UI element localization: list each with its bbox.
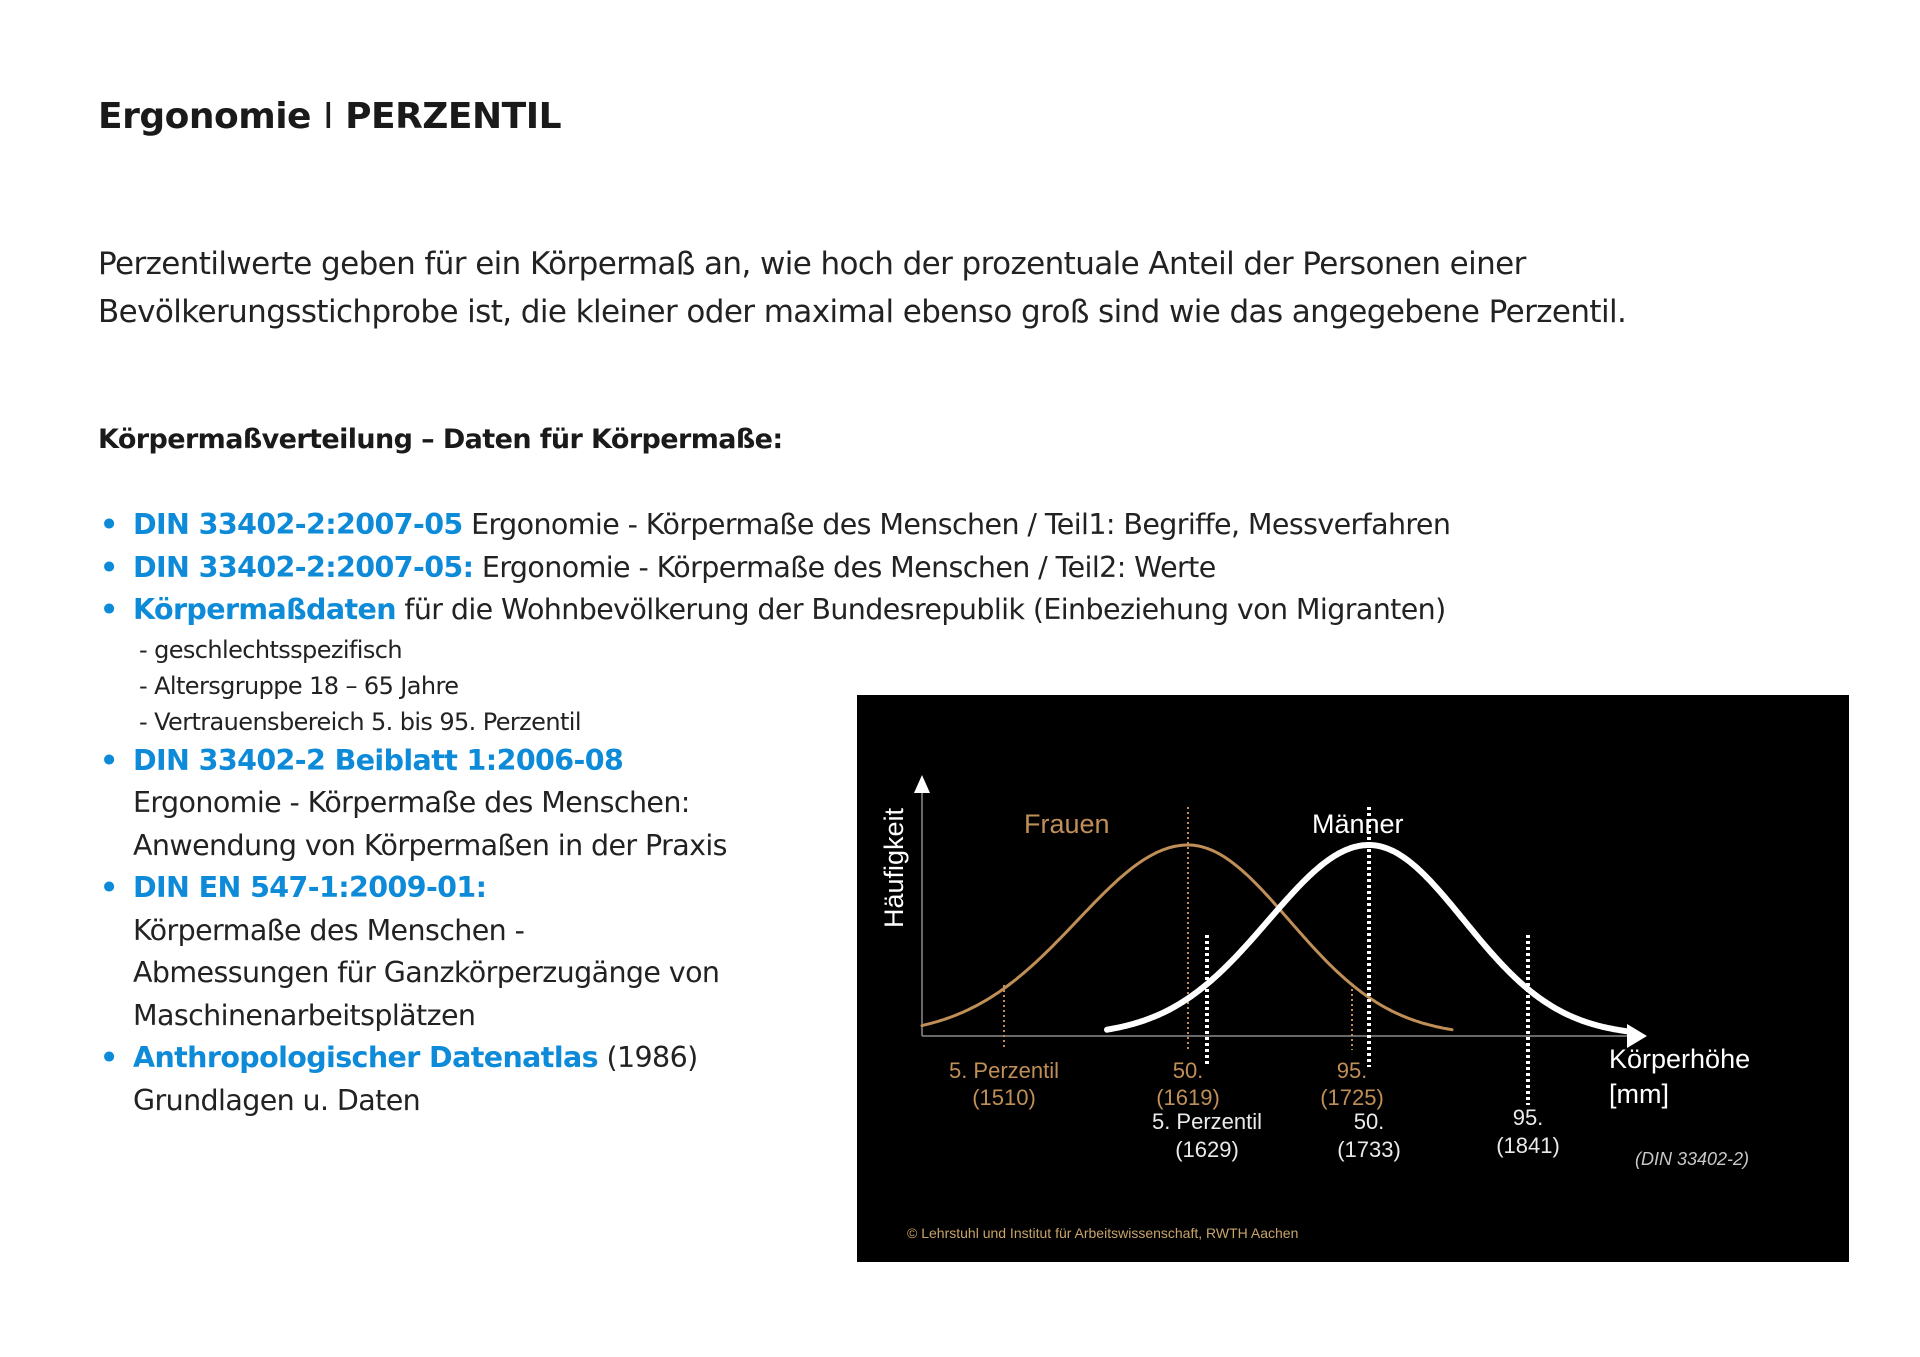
list-item-line: Abmessungen für Ganzkörperzugänge von (133, 956, 720, 989)
percentile-value: (1733) (1337, 1137, 1401, 1162)
title-topic: Ergonomie (98, 96, 311, 137)
chart-svg (857, 695, 1849, 1262)
list-item-key: Anthropologischer Datenatlas (133, 1041, 599, 1074)
list-item-line: Ergonomie - Körpermaße des Menschen: (133, 786, 690, 819)
percentile-label: 50. (1353, 1109, 1385, 1134)
copyright: © Lehrstuhl und Institut für Arbeitswissenschaft, RWTH Aachen (907, 1225, 1299, 1241)
percentile-value: (1510) (972, 1085, 1036, 1110)
page-title (98, 96, 561, 137)
percentile-value: (1619) (1156, 1085, 1220, 1110)
y-axis-label: Häufigkeit (879, 807, 909, 928)
percentile-label: 95. (1336, 1058, 1368, 1083)
bullet-icon: • (100, 871, 118, 904)
list-subitem: - Vertrauensbereich 5. bis 95. Perzentil (139, 707, 581, 736)
bullet-icon: • (100, 1041, 118, 1074)
percentile-value: (1725) (1320, 1085, 1384, 1110)
list-item-key: Körpermaßdaten (133, 593, 396, 626)
list-item-line: Grundlagen u. Daten (133, 1083, 421, 1117)
section-heading: Körpermaßverteilung – Daten für Körpermaße: (98, 424, 783, 455)
list-subitem: - Altersgruppe 18 – 65 Jahre (139, 671, 459, 700)
series-women (922, 807, 1452, 1110)
bullet-icon: • (100, 593, 118, 626)
percentile-value: (1629) (1175, 1137, 1239, 1162)
list-item-line: Körpermaße des Menschen - (133, 913, 525, 947)
list-item-key: DIN EN 547-1:2009-01: (133, 871, 487, 904)
percentile-value: (1841) (1496, 1133, 1560, 1158)
list-subitem: - geschlechtsspezifisch (139, 635, 402, 664)
legend-women: Frauen (1024, 809, 1110, 839)
bullet-icon: • (100, 550, 118, 584)
series-men (1107, 807, 1647, 1162)
title-subject: PERZENTIL (345, 96, 562, 137)
bullet-icon: • (100, 743, 118, 777)
intro-paragraph: Perzentilwerte geben für ein Körpermaß an, wie hoch der prozentuale Anteil der Personen einer Bevölkerungsstichprobe ist, die kleiner oder maximal ebenso groß sind wie das angegebene Perzentil. (98, 246, 1627, 330)
list-item-line: Anwendung von Körpermaßen in der Praxis (133, 828, 727, 862)
list-item-text: Ergonomie - Körpermaße des Menschen / Teil2: Werte (473, 550, 1216, 584)
list-item-line: Maschinenarbeitsplätzen (133, 998, 476, 1032)
bullet-icon: • (100, 508, 118, 541)
source-note: (DIN 33402-2) (1634, 1149, 1750, 1169)
list-item-text: für die Wohnbevölkerung der Bundesrepublik (Einbeziehung von Migranten) (395, 593, 1446, 626)
list-item-key: DIN 33402-2 Beiblatt 1:2006-08 (133, 743, 624, 777)
percentile-label: 95. (1512, 1105, 1544, 1130)
percentile-label: 5. Perzentil (1151, 1109, 1263, 1134)
title-separator: I (322, 96, 334, 137)
list-item-key: DIN 33402-2:2007-05: (133, 550, 474, 584)
list-item-text: (1986) (598, 1041, 698, 1074)
x-axis-unit: [mm] (1609, 1079, 1669, 1109)
list-item-key: DIN 33402-2:2007-05 (133, 508, 463, 541)
percentile-label: 50. (1172, 1058, 1204, 1083)
legend-men: Männer (1312, 809, 1404, 839)
percentile-label: 5. Perzentil (948, 1058, 1060, 1083)
list-item-text: Ergonomie - Körpermaße des Menschen / Teil1: Begriffe, Messverfahren (462, 508, 1451, 541)
distribution-curve (1107, 845, 1627, 1031)
list-item (98, 547, 1598, 590)
y-axis-arrow-icon (914, 775, 930, 793)
x-axis-label: Körperhöhe (1609, 1044, 1751, 1074)
list-item (98, 504, 1598, 547)
percentile-chart (857, 695, 1849, 1262)
